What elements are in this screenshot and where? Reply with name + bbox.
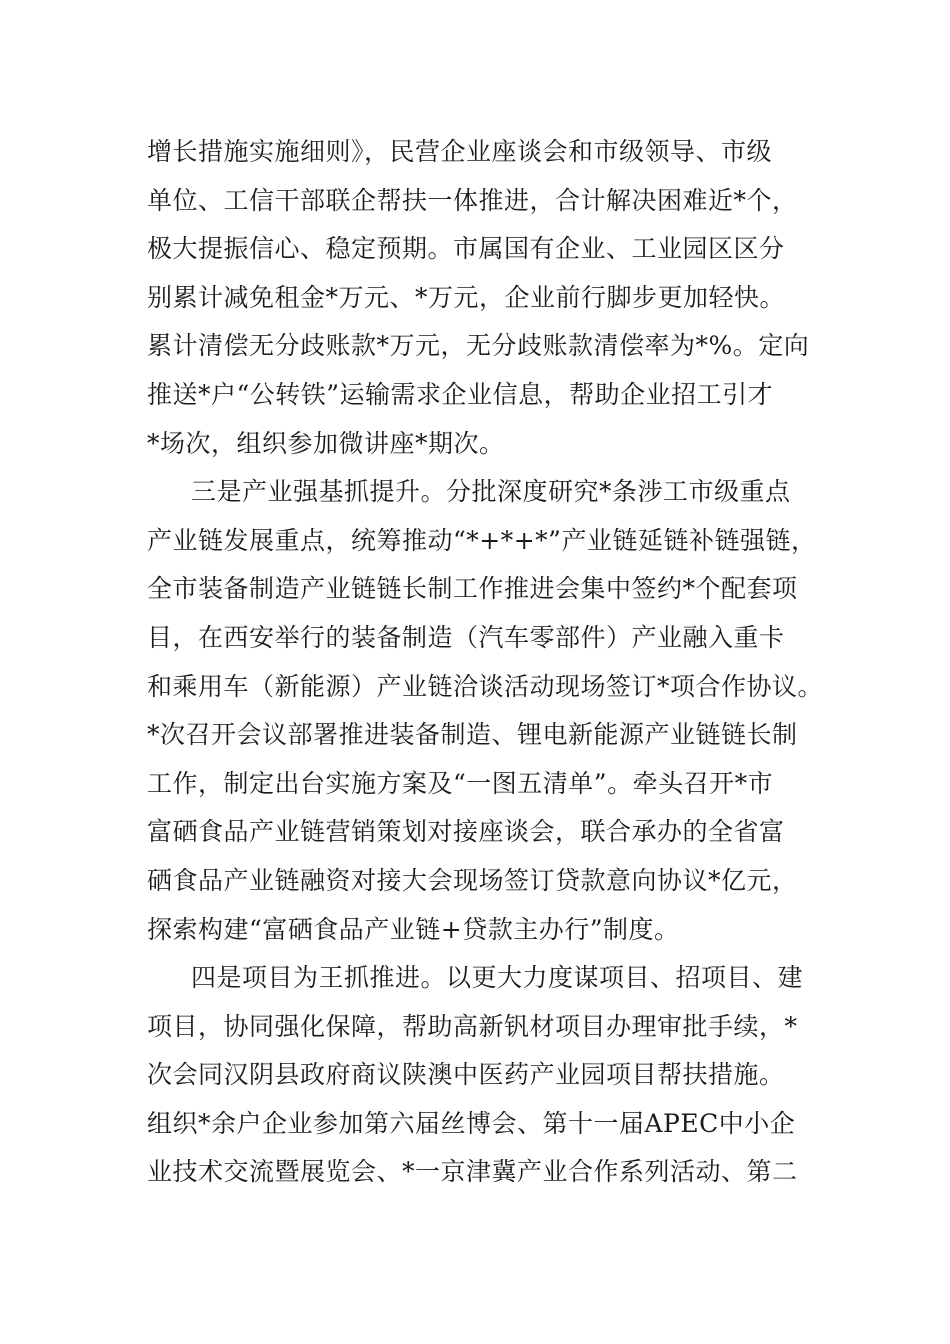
text-line: 和乘用车（新能源）产业链洽谈活动现场签订*项合作协议。 [147,671,824,701]
text-line: 增长措施实施细则》，民营企业座谈会和市级领导、市级 [147,137,773,166]
text-line: *次召开会议部署推进装备制造、锂电新能源产业链链长制 [147,720,798,750]
text-line: *场次，组织参加微讲座*期次。 [147,428,505,458]
body-text [147,128,847,1197]
paragraph-start-line: 三是产业强基抓提升。分批深度研究*条涉工市级重点 [191,477,791,507]
text-line: 硒食品产业链融资对接大会现场签订贷款意向协议*亿元， [147,865,798,895]
text-line: 探索构建“富硒食品产业链+贷款主办行”制度。 [147,914,680,944]
text-line: 极大提振信心、稳定预期。市属国有企业、工业园区区分 [147,234,785,264]
paragraph-start-line: 四是项目为王抓推进。以更大力度谋项目、招项目、建 [191,963,804,993]
text-line: 推送*户“公转铁”运输需求企业信息，帮助企业招工引才 [147,379,774,409]
text-line: 全市装备制造产业链链长制工作推进会集中签约*个配套项 [147,574,798,604]
text-line: 别累计减免租金*万元、*万元，企业前行脚步更加轻快。 [147,282,786,312]
text-line: 业技术交流暨展览会、*一京津冀产业合作系列活动、第二 [147,1157,798,1187]
text-line: 次会同汉阴县政府商议陕澳中医药产业园项目帮扶措施。 [147,1060,785,1090]
text-line: 项目，协同强化保障，帮助高新钒材项目办理审批手续，* [147,1011,798,1041]
text-line: 工作，制定出台实施方案及“一图五清单”。牵头召开*市 [147,768,774,798]
text-line: 单位、工信干部联企帮扶一体推进，合计解决困难近*个， [147,185,798,215]
text-line: 产业链发展重点，统筹推动“*+*+*”产业链延链补链强链， [147,525,817,555]
text-line: 富硒食品产业链营销策划对接座谈会，联合承办的全省富 [147,817,785,847]
text-line: 累计清偿无分歧账款*万元，无分歧账款清偿率为*%。定向 [147,331,810,361]
text-line: 组织*余户企业参加第六届丝博会、第十一届APEC中小企 [147,1108,796,1138]
text-line: 目，在西安举行的装备制造（汽车零部件）产业融入重卡 [147,622,785,652]
